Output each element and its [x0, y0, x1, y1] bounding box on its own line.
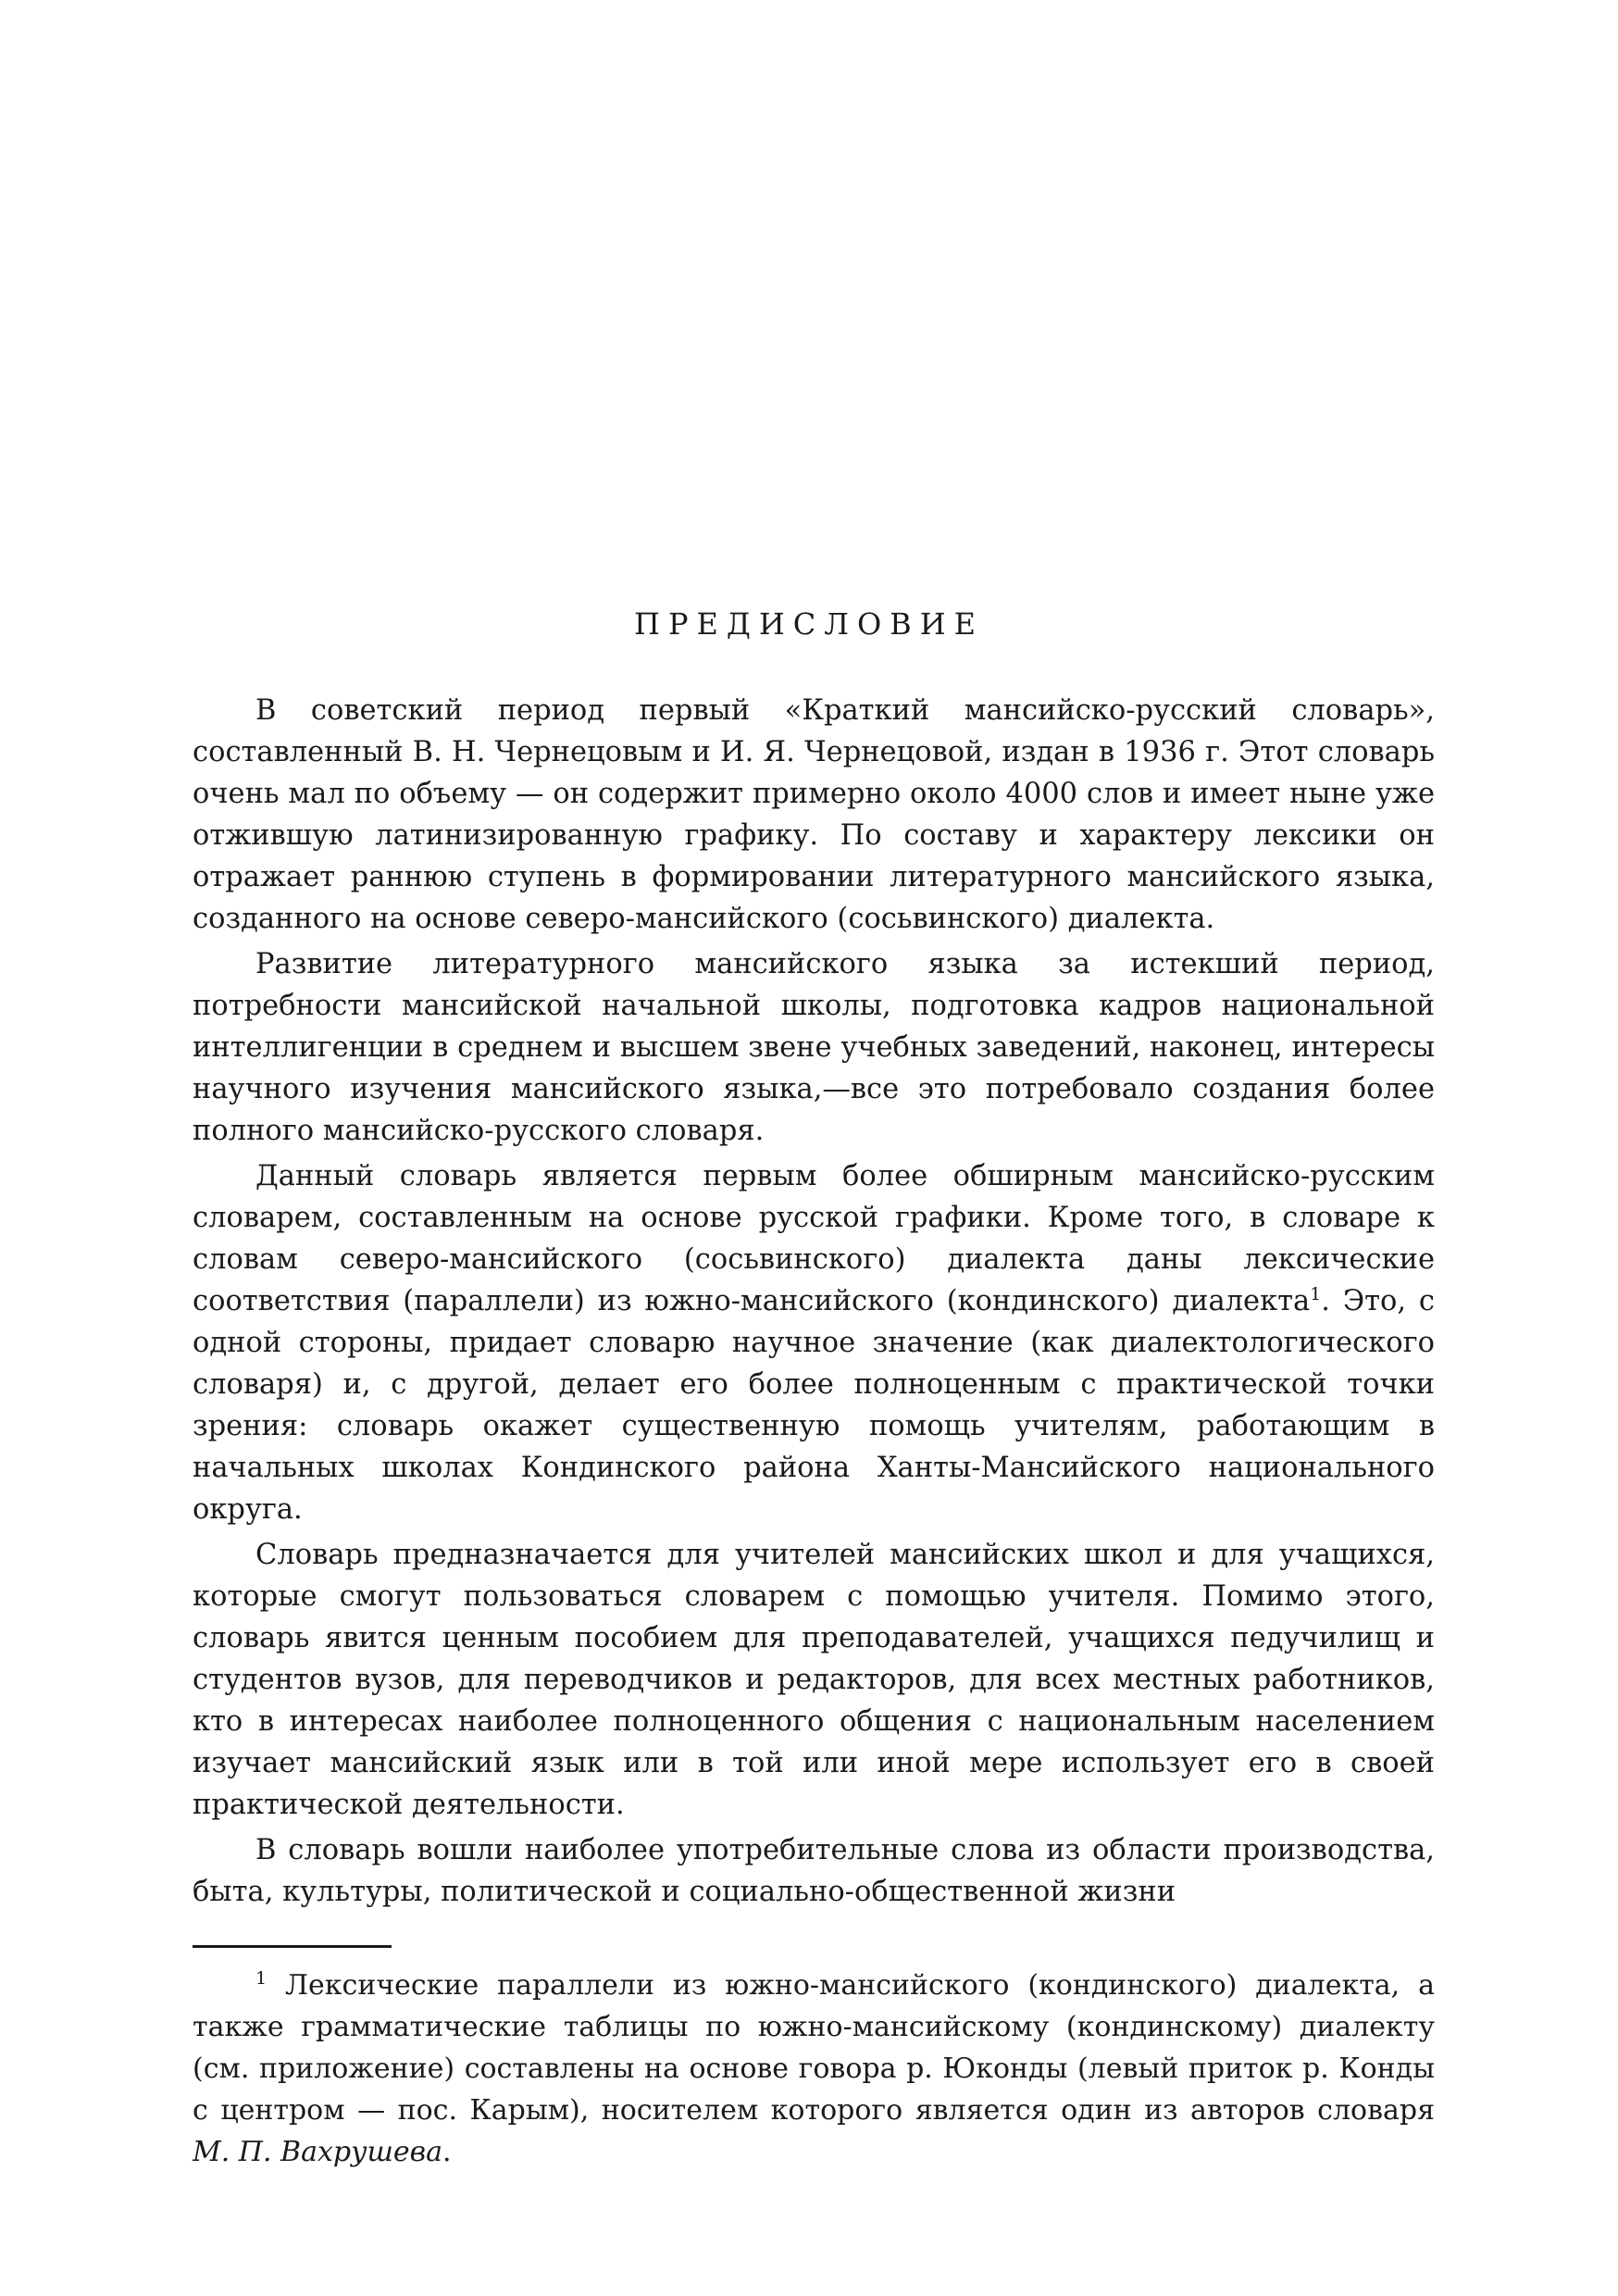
paragraph-5: В словарь вошли наиболее употребительные слова из области производства, быта, культуры, политической и социально-общественной жизни [193, 1834, 1435, 1908]
paragraph-4: Словарь предназначается для учителей мансийских школ и для учащихся, которые смогут пользоваться словарем с помощью учителя. Помимо этого, словарь явится ценным пособием для преподавателей, учащихся педучилищ и студентов вузов, для переводчиков и редакторов, для всех местных работников, кто в интересах наиболее полноценного общения с национальным населением изучает мансийский язык или в той или иной мере использует его в своей практической деятельности. [193, 1539, 1435, 1821]
paragraph-1: В советский период первый «Краткий мансийско-русский словарь», составленный В. Н. Чернецовым и И. Я. Чернецовой, издан в 1936 г. Этот словарь очень мал по объему — он содержит примерно около 4000 слов и имеет ныне уже отжившую латинизированную графику. По составу и характеру лексики он отражает раннюю ступень в формировании литературного мансийского языка, созданного на основе северо-мансийского (сосьвинского) диалекта. [193, 694, 1435, 935]
footnote-divider [193, 1945, 392, 1948]
footnote-text: Лексические параллели из южно-мансийского (кондинского) диалекта, а также грамматические таблицы по южно-мансийскому (кондинскому) диалекту (см. приложение) составлены на основе говора р. Юконды (левый приток р. Конды с центром — пос. Карым), носителем которого является один из авторов словаря [193, 1969, 1435, 2127]
paragraph-3-text-after: . Это, с одной стороны, придает словарю научное значение (как диалектологического словаря) и, с другой, делает его более полноценным с практической точки зрения: словарь окажет существенную помощь учителям, работающим в начальных школах Кондинского района Ханты-Мансийского национального округа. [193, 1285, 1435, 1526]
paragraph-3 [193, 1155, 1435, 1530]
footnote-author: М. П. Вахрушева [193, 2136, 442, 2168]
paragraph-2: Развитие литературного мансийского языка за истекший период, потребности мансийской начальной школы, подготовка кадров национальной интеллигенции в среднем и высшем звене учебных заведений, наконец, интересы научного изучения мансийского языка,—все это потребовало создания более полного мансийско-русского словаря. [193, 948, 1435, 1147]
preface-body [193, 690, 1435, 1916]
footnote-reference-mark: 1 [1310, 1283, 1322, 1304]
footnote-mark: 1 [255, 1968, 268, 1989]
footnote-end: . [442, 2136, 452, 2168]
page-title: ПРЕДИСЛОВИЕ [634, 606, 984, 642]
paragraph-3-text-before: Данный словарь является первым более обширным мансийско-русским словарем, составленным на основе русской графики. Кроме того, в словаре к словам северо-мансийского (сосьвинского) диалекта даны лексические соответствия (параллели) из южно-мансийского (кондинского) диалекта [193, 1160, 1435, 1317]
footnote [193, 1965, 1435, 2173]
